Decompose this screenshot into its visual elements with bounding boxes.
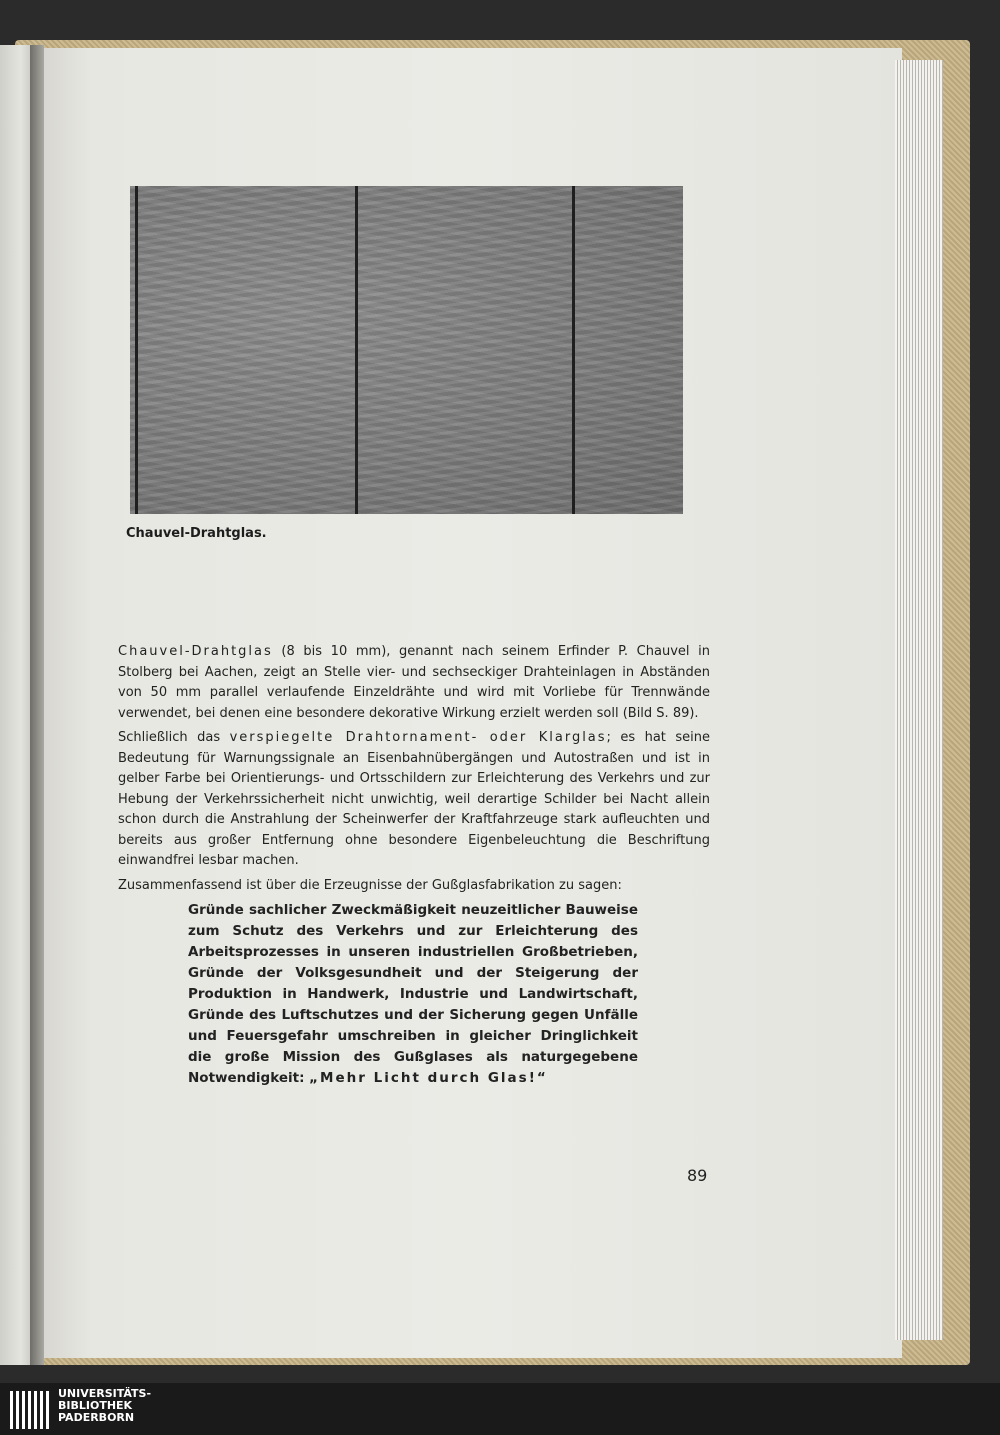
wired-glass-photo [130, 186, 683, 514]
library-footer [0, 1383, 1000, 1435]
wire-line [135, 186, 138, 514]
term-verspiegeltes-glas: verspiegelte Drahtornament- oder Klarglas [229, 730, 607, 745]
page-edges [895, 60, 943, 1340]
paragraph-verspiegelt: Schließlich das verspiegelte Drahtornament- oder Klarglas; es hat seine Bedeutung für Warnungssignale an Eisenbahnübergängen und Autostraßen und ist in gelber Farbe bei Orientierungs- und Ortsschildern zur Erleichterung des Verkehrs und zur Hebung der Verkehrssicherheit nicht unwichtig, weil derartige Schilder bei Nacht allein schon durch die Anstrahlung der Scheinwerfer der Kraftfahrzeuge stark aufleuchten und bereits aus großer Entfernung ohne besondere Eigenbeleuchtung die Beschriftung einwandfrei lesbar machen. [118, 730, 710, 868]
slogan: „Mehr Licht durch Glas!“ [309, 1070, 548, 1086]
body-text [118, 642, 710, 1089]
term-chauvel-drahtglas: Chauvel-Drahtglas [118, 644, 273, 659]
wire-line [572, 186, 575, 514]
library-name: UNIVERSITÄTS- BIBLIOTHEK PADERBORN [58, 1387, 152, 1424]
paragraph-chauvel: Chauvel-Drahtglas (8 bis 10 mm), genannt nach seinem Erfinder P. Chauvel in Stolberg bei Aachen, zeigt an Stelle vier- und sechseckiger Drahteinlagen in Abständen von 50 mm parallel verlaufende Einzeldrähte und wird mit Vorliebe für Trennwände verwendet, bei denen eine besondere dekorative Wirkung erzielt werden soll (Bild S. 89). [118, 644, 710, 721]
figure-caption: Chauvel-Drahtglas. [126, 526, 267, 541]
paragraph-summary: Zusammenfassend ist über die Erzeugnisse der Gußglasfabrikation zu sagen: [118, 877, 622, 893]
wire-line [355, 186, 358, 514]
bold-statement: Gründe sachlicher Zweckmäßigkeit neuzeitlicher Bauweise zum Schutz des Verkehrs und zur Erleichterung des Arbeitsprozesses in unseren industriellen Großbetrieben, Gründe der Volksgesundheit und der Steigerung der Produktion in Handwerk, Industrie und Landwirtschaft, Gründe des Luftschutzes und der Sicherung gegen Unfälle und Feuersgefahr umschreiben in gleicher Dringlichkeit die große Mission des Gußglases als naturgegebene Notwendigkeit: „Mehr Licht durch Glas!“ [188, 902, 638, 1086]
library-logo-icon [10, 1391, 52, 1429]
page-number: 89 [687, 1166, 708, 1185]
book-gutter [30, 45, 44, 1365]
